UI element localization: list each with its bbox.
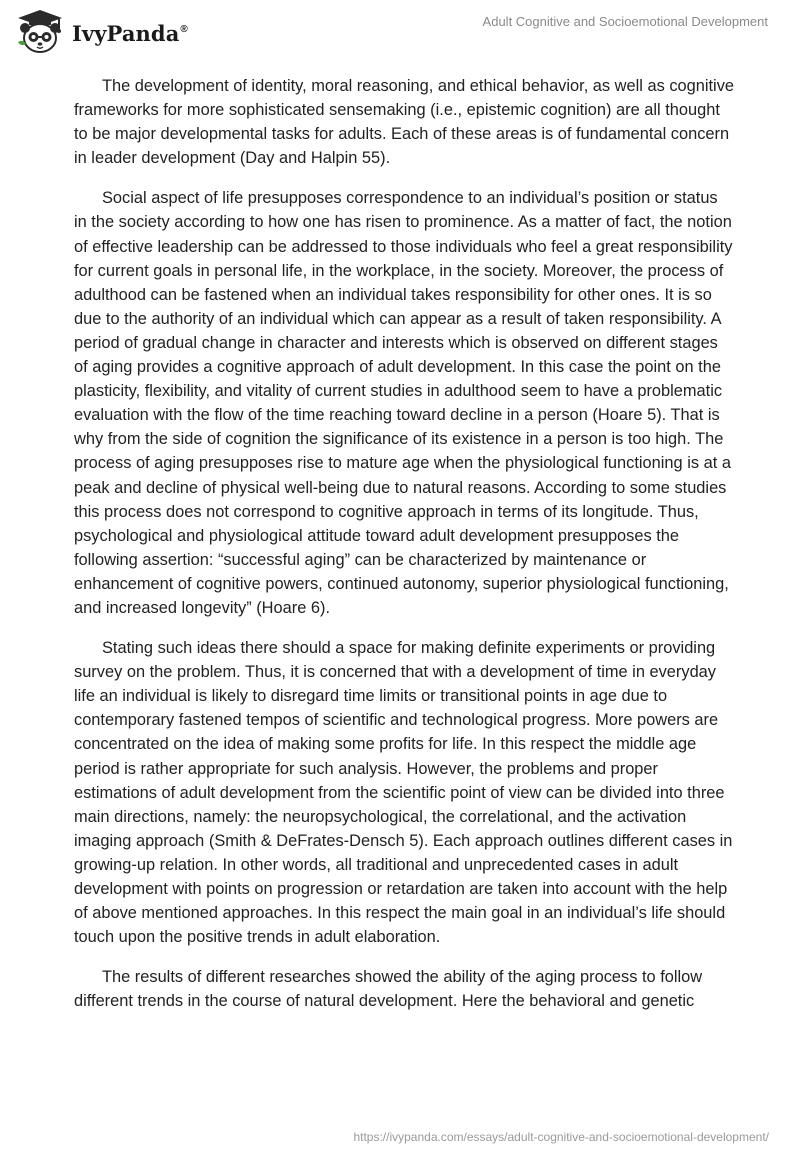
panda-graduation-cap-logo-icon xyxy=(14,8,66,56)
paragraph: Stating such ideas there should a space for making definite experiments or providing survey on the problem. Thus, it is concerned that with a development of time in everyday life an individual is likely to disregard time limits or transitional points in age due to contemporary fastened tempos of scientific and technological progress. More powers are concentrated on the idea of making some profits for life. In this respect the middle age period is rather appropriate for such analysis. However, the problems and proper estimations of adult development from the scientific point of view can be divided into three main directions, namely: the neuropsychological, the correlational, and the activation imaging approach (Smith & DeFrates-Densch 5). Each approach outlines different cases in growing-up relation. In other words, all traditional and unprecedented cases in adult development with points on progression or retardation are taken into account with the help of above mentioned approaches. In this respect the main goal in an individual’s life should touch upon the positive trends in adult elaboration. xyxy=(74,639,733,947)
source-url-link[interactable]: https://ivypanda.com/essays/adult-cognitive-and-socioemotional-development/ xyxy=(353,1130,769,1144)
registered-mark: ® xyxy=(180,23,188,35)
paragraph: The development of identity, moral reasoning, and ethical behavior, as well as cognitive frameworks for more sophisticated sensemaking (i.e., epistemic cognition) are all thought to be major developmental tasks for adults. Each of these areas is of fundamental concern in leader development (Day and Halpin 55). xyxy=(74,77,735,168)
ivypanda-logo-link[interactable] xyxy=(14,8,188,56)
paragraph: The results of different researches showed the ability of the aging process to follow different trends in the course of natural development. Here the behavioral and genetic xyxy=(74,968,703,1011)
brand-name: IvyPanda® xyxy=(72,20,188,46)
page-header xyxy=(0,0,800,60)
paragraph: Social aspect of life presupposes correspondence to an individual’s position or status in the society according to how one has risen to prominence. As a matter of fact, the notion of effective leadership can be addressed to those individuals who feel a great responsibility for current goals in personal life, in the workplace, in the society. Moreover, the process of adulthood can be fastened when an individual takes responsibility for other ones. It is so due to the authority of an individual which can appear as a result of taken responsibility. A period of gradual change in character and interests which is observed on different stages of aging provides a cognitive approach of adult development. In this case the point on the plasticity, flexibility, and vitality of current studies in adulthood seem to have a problematic evaluation with the flow of the time reaching toward decline in a person (Hoare 5). That is why from the side of cognition the significance of its existence in a person is too high. The process of aging presupposes rise to mature age when the physiological functioning is at a peak and decline of physical well-being due to natural reasons. According to some studies this process does not correspond to cognitive approach in terms of its longitude. Thus, psychological and physiological attitude toward adult development presupposes the following assertion: “successful aging” can be characterized by maintenance or enhancement of cognitive powers, continued autonomy, superior physiological functioning, and increased longevity” (Hoare 6). xyxy=(74,189,733,617)
essay-body xyxy=(74,74,734,1029)
document-title: Adult Cognitive and Socioemotional Development xyxy=(482,14,768,29)
